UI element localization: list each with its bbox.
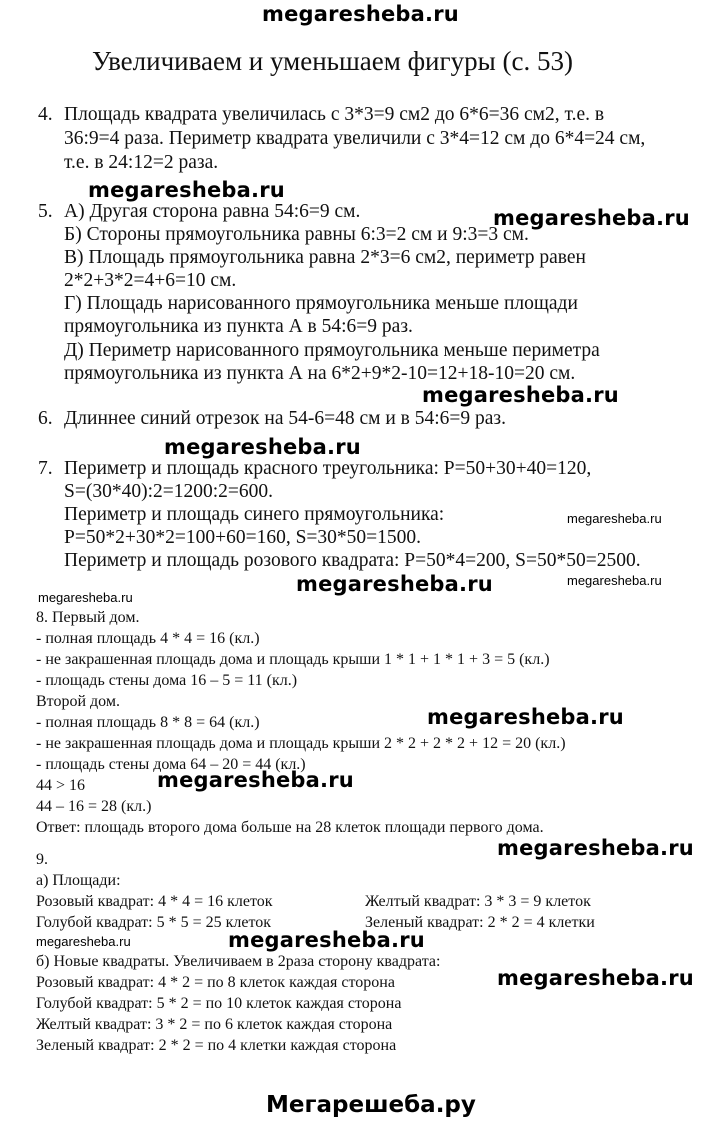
- task-line: Желтый квадрат: 3 * 2 = по 6 клеток каждая сторона: [36, 1016, 393, 1033]
- task-line: Д) Периметр нарисованного прямоугольника меньше периметра: [64, 340, 600, 361]
- task-line: Зеленый квадрат: 2 * 2 = 4 клетки: [365, 914, 595, 931]
- task-number: 4.: [38, 104, 53, 125]
- task-line: 36:9=4 раза. Периметр квадрата увеличили с 3*4=12 см до 6*4=24 см,: [64, 128, 646, 149]
- task-number: 6.: [38, 408, 53, 429]
- watermark-small: megaresheba.ru: [567, 573, 662, 588]
- task-line: Длиннее синий отрезок на 54-6=48 см и в 54:6=9 раз.: [64, 408, 506, 429]
- watermark: megaresheba.ru: [296, 572, 493, 596]
- task-line: S=(30*40):2=1200:2=600.: [64, 481, 274, 502]
- task-line: а) Площади:: [36, 872, 121, 889]
- task-number: 7.: [38, 458, 53, 479]
- task-line: Периметр и площадь розового квадрата: P=50*4=200, S=50*50=2500.: [64, 550, 641, 571]
- task-line: Зеленый квадрат: 2 * 2 = по 4 клетки каждая сторона: [36, 1037, 397, 1054]
- task-line: В) Площадь прямоугольника равна 2*3=6 см2, периметр равен: [64, 247, 586, 268]
- task-line: Ответ: площадь второго дома больше на 28 клеток площади первого дома.: [36, 819, 544, 836]
- task-line: Г) Площадь нарисованного прямоугольника меньше площади: [64, 293, 578, 314]
- task-line: прямоугольника из пункта А в 54:6=9 раз.: [64, 316, 413, 337]
- task-line: - площадь стены дома 16 – 5 = 11 (кл.): [36, 672, 298, 689]
- watermark: megaresheba.ru: [88, 178, 285, 202]
- task-line: 2*2+3*2=4+6=10 см.: [64, 270, 237, 291]
- task-line: Б) Стороны прямоугольника равны 6:3=2 см и 9:3=3 см.: [64, 224, 529, 245]
- task-line: 8. Первый дом.: [36, 609, 140, 626]
- watermark: megaresheba.ru: [427, 705, 624, 729]
- task-number: 5.: [38, 201, 53, 222]
- watermark: megaresheba.ru: [497, 836, 694, 860]
- task-line: - площадь стены дома 64 – 20 = 44 (кл.): [36, 756, 306, 773]
- header-watermark: megaresheba.ru: [262, 2, 459, 26]
- watermark-small: megaresheba.ru: [38, 590, 133, 605]
- task-line: 44 > 16: [36, 777, 86, 794]
- watermark: megaresheba.ru: [157, 768, 354, 792]
- watermark: megaresheba.ru: [164, 435, 361, 459]
- task-line: прямоугольника из пункта А на 6*2+9*2-10=12+18-10=20 см.: [64, 363, 576, 384]
- footer-watermark: Мегарешеба.ру: [266, 1092, 476, 1118]
- task-number: 9.: [36, 851, 48, 868]
- watermark: megaresheba.ru: [497, 966, 694, 990]
- watermark-small: megaresheba.ru: [36, 934, 131, 949]
- task-line: P=50*2+30*2=100+60=160, S=30*50=1500.: [64, 527, 422, 548]
- task-line: - не закрашенная площадь дома и площадь крыши 1 * 1 + 1 * 1 + 3 = 5 (кл.): [36, 651, 550, 668]
- watermark: megaresheba.ru: [228, 928, 425, 952]
- task-line: 44 – 16 = 28 (кл.): [36, 798, 152, 815]
- task-line: Второй дом.: [36, 693, 120, 710]
- task-line: Желтый квадрат: 3 * 3 = 9 клеток: [365, 893, 591, 910]
- task-line: Площадь квадрата увеличилась с 3*3=9 см2 до 6*6=36 см2, т.е. в: [64, 104, 605, 125]
- task-line: Голубой квадрат: 5 * 2 = по 10 клеток каждая сторона: [36, 995, 402, 1012]
- task-line: Розовый квадрат: 4 * 4 = 16 клеток: [36, 893, 273, 910]
- task-line: Розовый квадрат: 4 * 2 = по 8 клеток каждая сторона: [36, 974, 395, 991]
- task-line: Периметр и площадь красного треугольника: P=50+30+40=120,: [64, 458, 592, 479]
- task-line: А) Другая сторона равна 54:6=9 см.: [64, 201, 361, 222]
- watermark: megaresheba.ru: [422, 383, 619, 407]
- watermark-small: megaresheba.ru: [567, 511, 662, 526]
- task-line: - полная площадь 4 * 4 = 16 (кл.): [36, 630, 260, 647]
- task-line: - полная площадь 8 * 8 = 64 (кл.): [36, 714, 260, 731]
- task-line: - не закрашенная площадь дома и площадь крыши 2 * 2 + 2 * 2 + 12 = 20 (кл.): [36, 735, 566, 752]
- task-line: Периметр и площадь синего прямоугольника:: [64, 504, 445, 525]
- watermark: megaresheba.ru: [493, 206, 690, 230]
- task-line: т.е. в 24:12=2 раза.: [64, 152, 219, 173]
- page-title: Увеличиваем и уменьшаем фигуры (с. 53): [92, 46, 573, 76]
- task-line: б) Новые квадраты. Увеличиваем в 2раза сторону квадрата:: [36, 953, 441, 970]
- task-line: Голубой квадрат: 5 * 5 = 25 клеток: [36, 914, 272, 931]
